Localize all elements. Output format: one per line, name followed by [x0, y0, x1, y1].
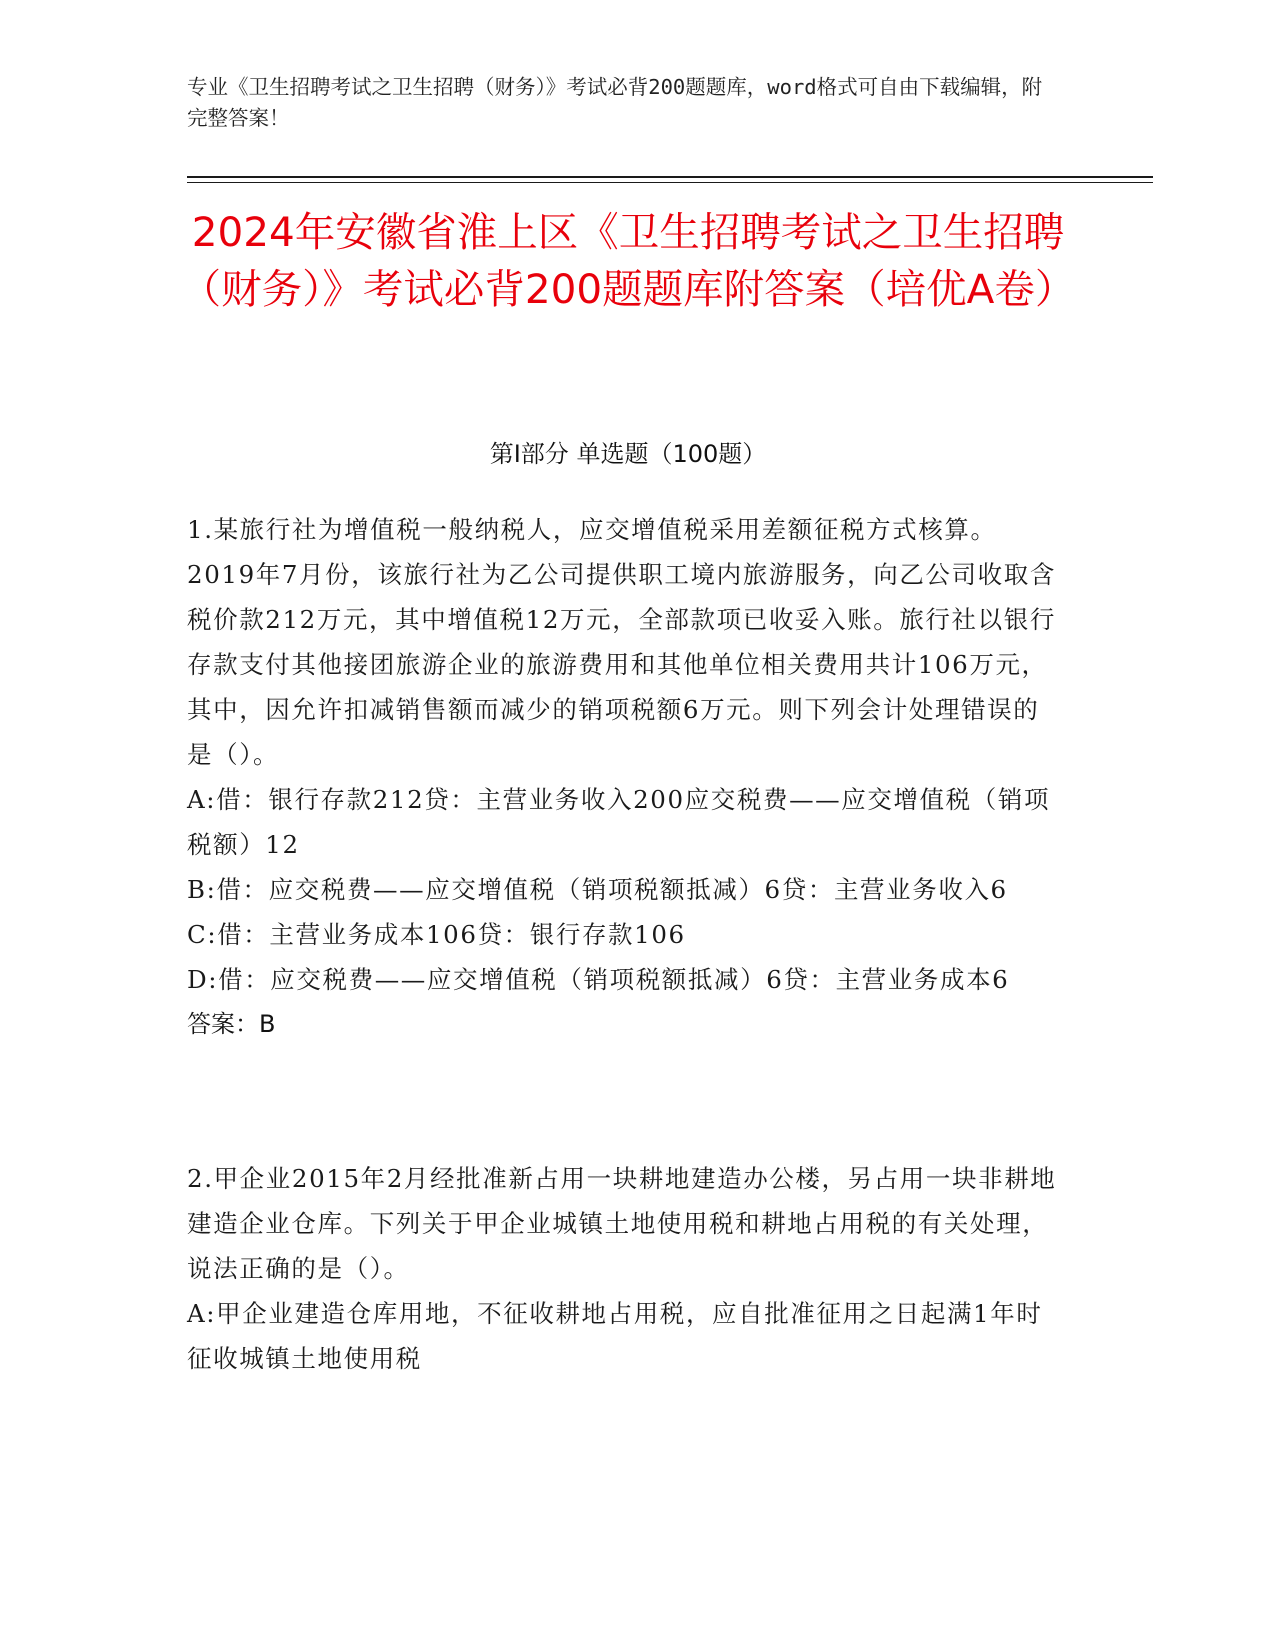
- option-b: B:借：应交税费——应交增值税（销项税额抵减）6贷：主营业务收入6: [187, 875, 1008, 904]
- header-divider-thick: [187, 176, 1153, 178]
- question-1: [187, 507, 1057, 1047]
- document-title: 2024年安徽省淮上区《卫生招聘考试之卫生招聘（财务）》考试必背200题题库附答案（培优A卷）: [180, 208, 1076, 313]
- option-c: C:借：主营业务成本106贷：银行存款106: [187, 920, 686, 949]
- question-2: [187, 1156, 1057, 1381]
- question-stem: 1.某旅行社为增值税一般纳税人，应交增值税采用差额征税方式核算。2019年7月份，该旅行社为乙公司提供职工境内旅游服务，向乙公司收取含税价款212万元，其中增值税12万元，全部款项已收妥入账。旅行社以银行存款支付其他接团旅游企业的旅游费用和其他单位相关费用共计106万元，其中，因允许扣减销售额而减少的销项税额6万元。则下列会计处理错误的是（）。: [187, 515, 1056, 769]
- option-a: A:借：银行存款212贷：主营业务收入200应交税费——应交增值税（销项税额）12: [187, 785, 1051, 859]
- section-heading: 第I部分 单选题（100题）: [489, 440, 767, 468]
- header-divider-thin: [187, 182, 1153, 183]
- option-d: D:借：应交税费——应交增值税（销项税额抵减）6贷：主营业务成本6: [187, 965, 1010, 994]
- option-a: A:甲企业建造仓库用地，不征收耕地占用税，应自批准征用之日起满1年时征收城镇土地使用税: [187, 1299, 1043, 1373]
- question-stem: 2.甲企业2015年2月经批准新占用一块耕地建造办公楼，另占用一块非耕地建造企业仓库。下列关于甲企业城镇土地使用税和耕地占用税的有关处理，说法正确的是（）。: [187, 1164, 1057, 1283]
- header-note: 专业《卫生招聘考试之卫生招聘（财务）》考试必背200题题库，word格式可自由下载编辑，附完整答案！: [187, 75, 1043, 130]
- answer-line: 答案：B: [187, 1010, 276, 1038]
